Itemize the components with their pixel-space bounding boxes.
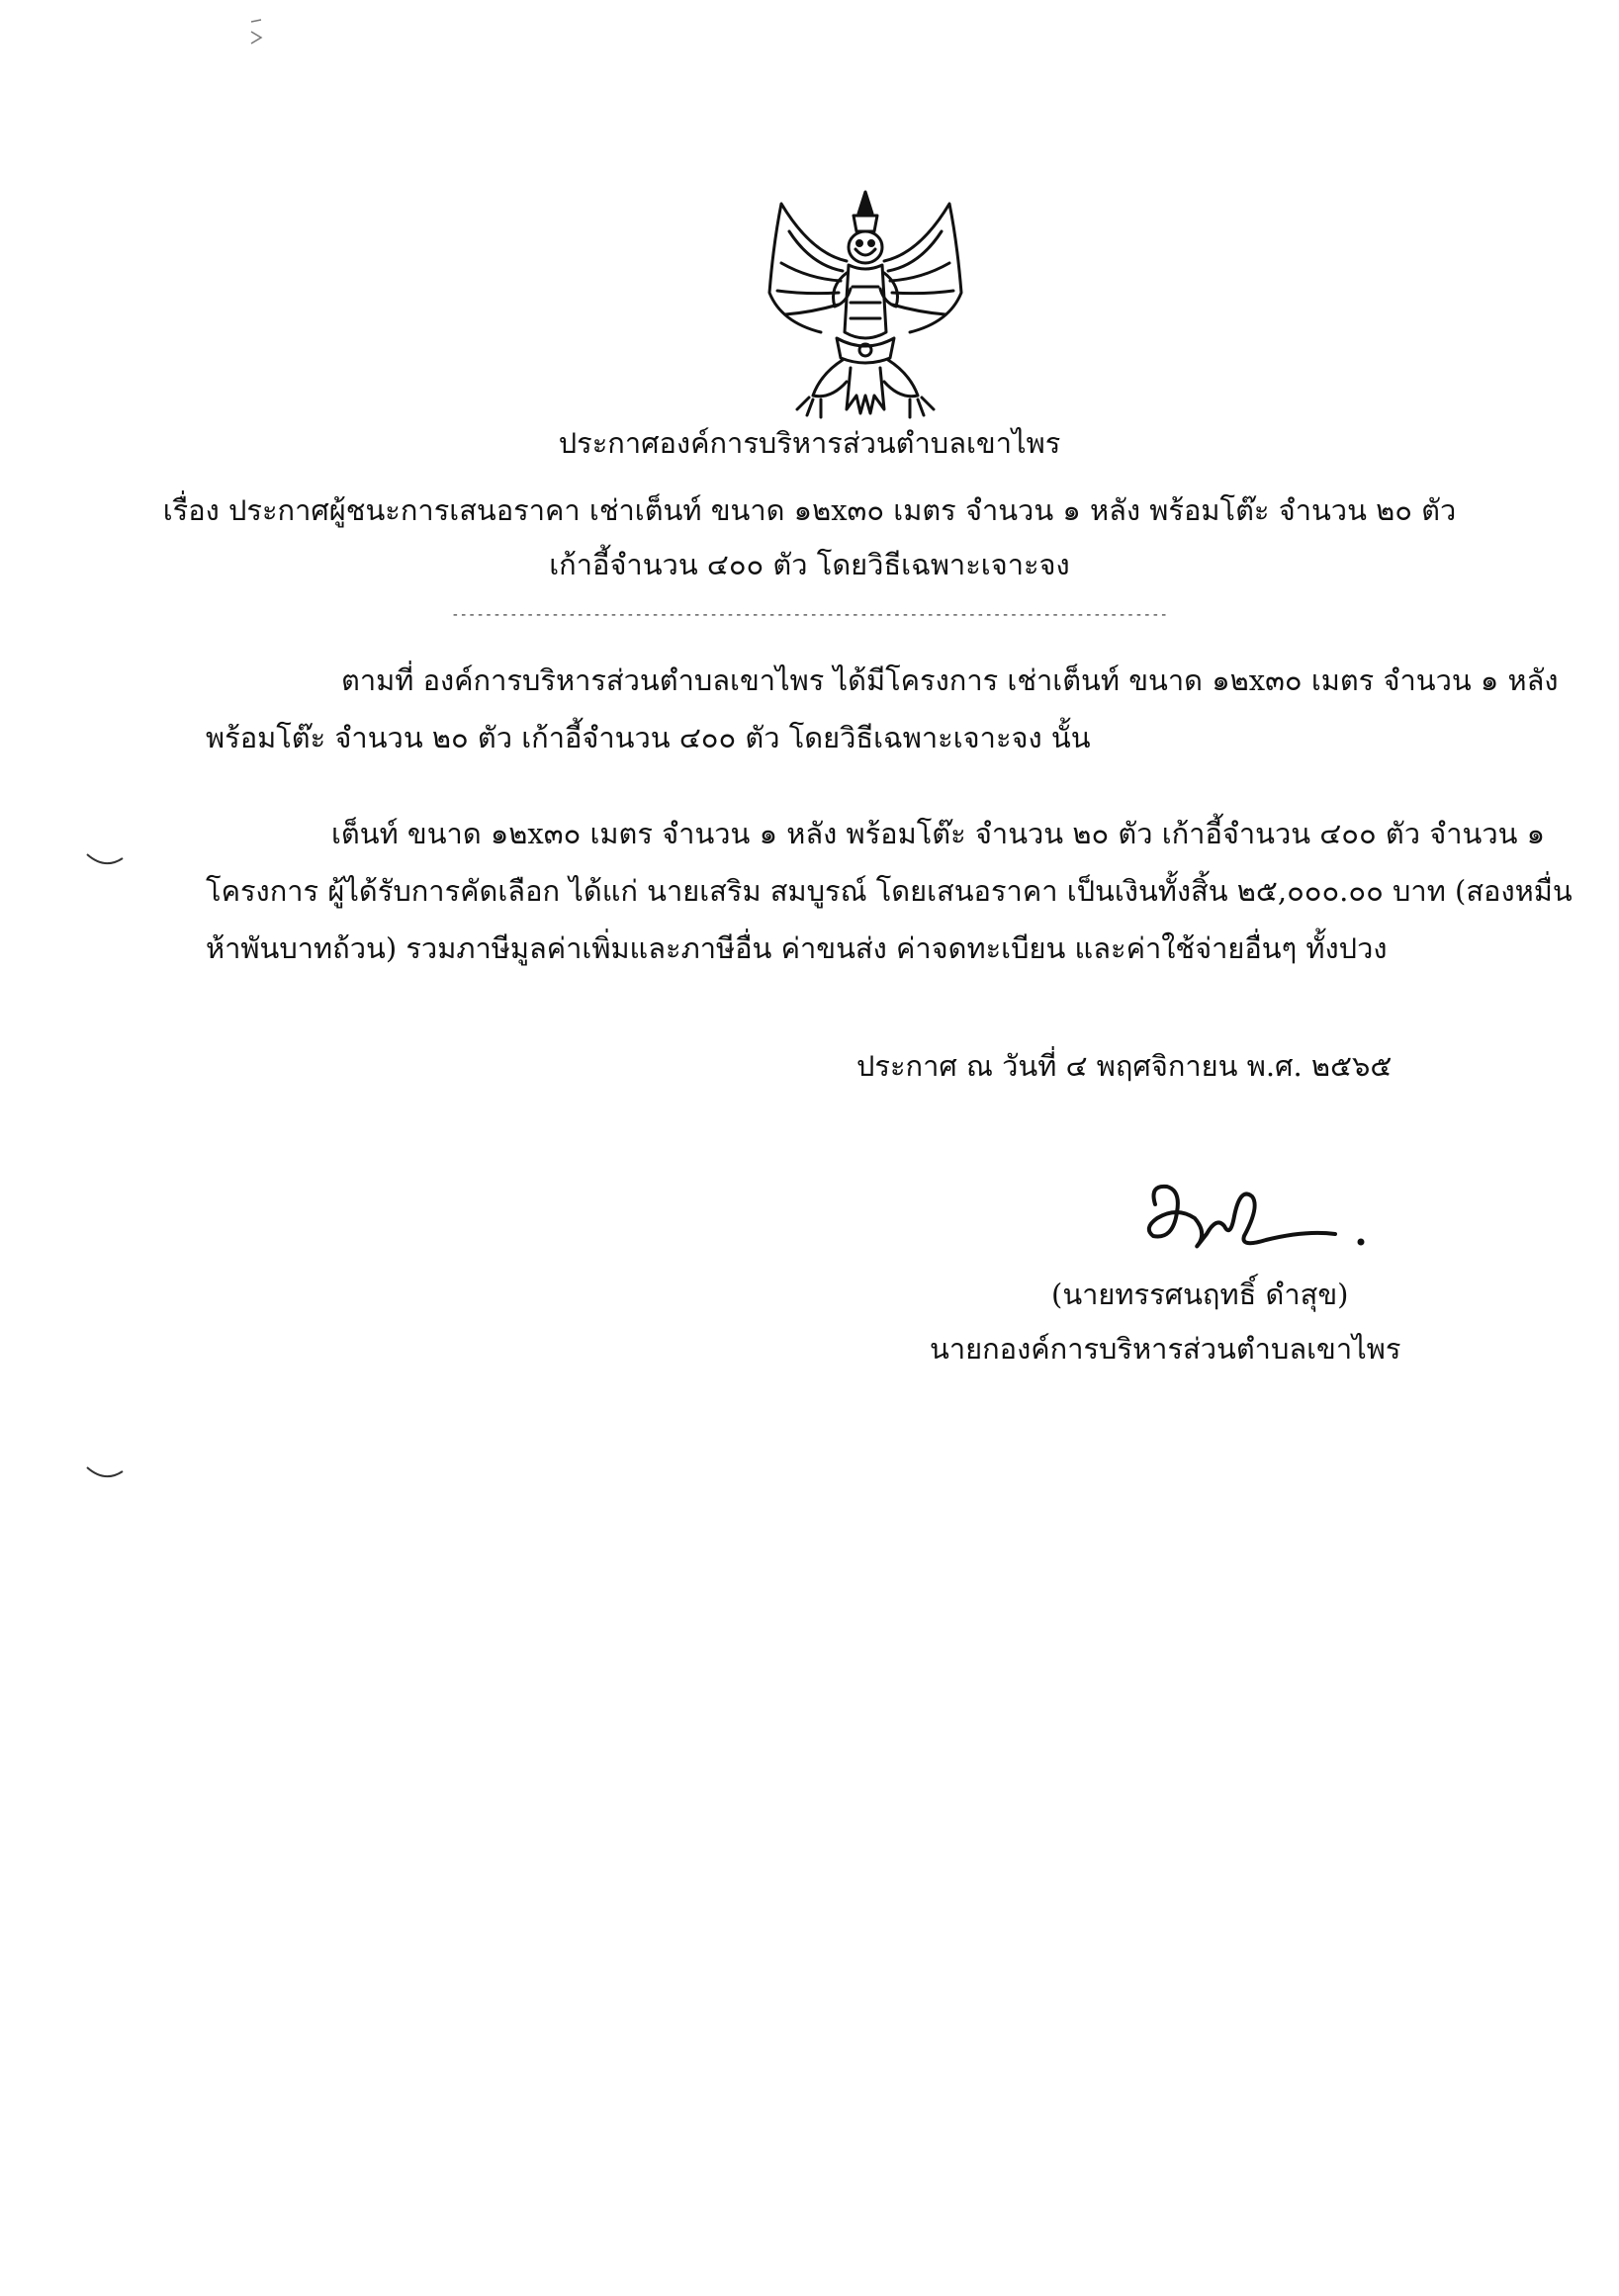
paragraph2-line1: เต็นท์ ขนาด ๑๒x๓๐ เมตร จำนวน ๑ หลัง พร้อมโต๊ะ จำนวน ๒๐ ตัว เก้าอี้จำนวน ๔๐๐ ตัว จำนวน ๑ (331, 817, 1546, 850)
announcement-date: ประกาศ ณ วันที่ ๔ พฤศจิกายน พ.ศ. ๒๕๖๕ (856, 1049, 1393, 1083)
announcement-subject-line2: เก้าอี้จำนวน ๔๐๐ ตัว โดยวิธีเฉพาะเจาะจง (549, 548, 1070, 581)
paragraph2-line3: ห้าพันบาทถ้วน) รวมภาษีมูลค่าเพิ่มและภาษีอื่น ค่าขนส่ง ค่าจดทะเบียน และค่าใช้จ่ายอื่นๆ ทั้งปวง (206, 931, 1388, 965)
announcement-org-title: ประกาศองค์การบริหารส่วนตำบลเขาไพร (558, 426, 1061, 460)
punch-hole-mark (85, 1465, 125, 1481)
punch-hole-mark (85, 852, 125, 868)
announcement-subject-line1: เรื่อง ประกาศผู้ชนะการเสนอราคา เช่าเต็นท์ ขนาด ๑๒x๓๐ เมตร จำนวน ๑ หลัง พร้อมโต๊ะ จำนวน ๒๐ ตัว (162, 493, 1457, 527)
paragraph2-line2: โครงการ ผู้ได้รับการคัดเลือก ได้แก่ นายเสริม สมบูรณ์ โดยเสนอราคา เป็นเงินทั้งสิ้น ๒๕,๐๐๐.๐๐ บาท (สองหมื่น (206, 874, 1573, 908)
signer-title: นายกองค์การบริหารส่วนตำบลเขาไพร (930, 1332, 1401, 1366)
paragraph1-line2: พร้อมโต๊ะ จำนวน ๒๐ ตัว เก้าอี้จำนวน ๔๐๐ ตัว โดยวิธีเฉพาะเจาะจง นั้น (206, 721, 1091, 754)
signature-mark (1137, 1157, 1375, 1261)
paragraph1-line1: ตามที่ องค์การบริหารส่วนตำบลเขาไพร ได้มีโครงการ เช่าเต็นท์ ขนาด ๑๒x๓๐ เมตร จำนวน ๑ หลัง (341, 663, 1559, 697)
title-divider: -------------------------------------------------------------------------------------- (451, 607, 1168, 623)
garuda-emblem-icon (752, 184, 979, 426)
signer-name: (นายทรรศนฤทธิ์ ดำสุข) (1051, 1278, 1349, 1311)
scan-artifact-mark (247, 18, 267, 51)
